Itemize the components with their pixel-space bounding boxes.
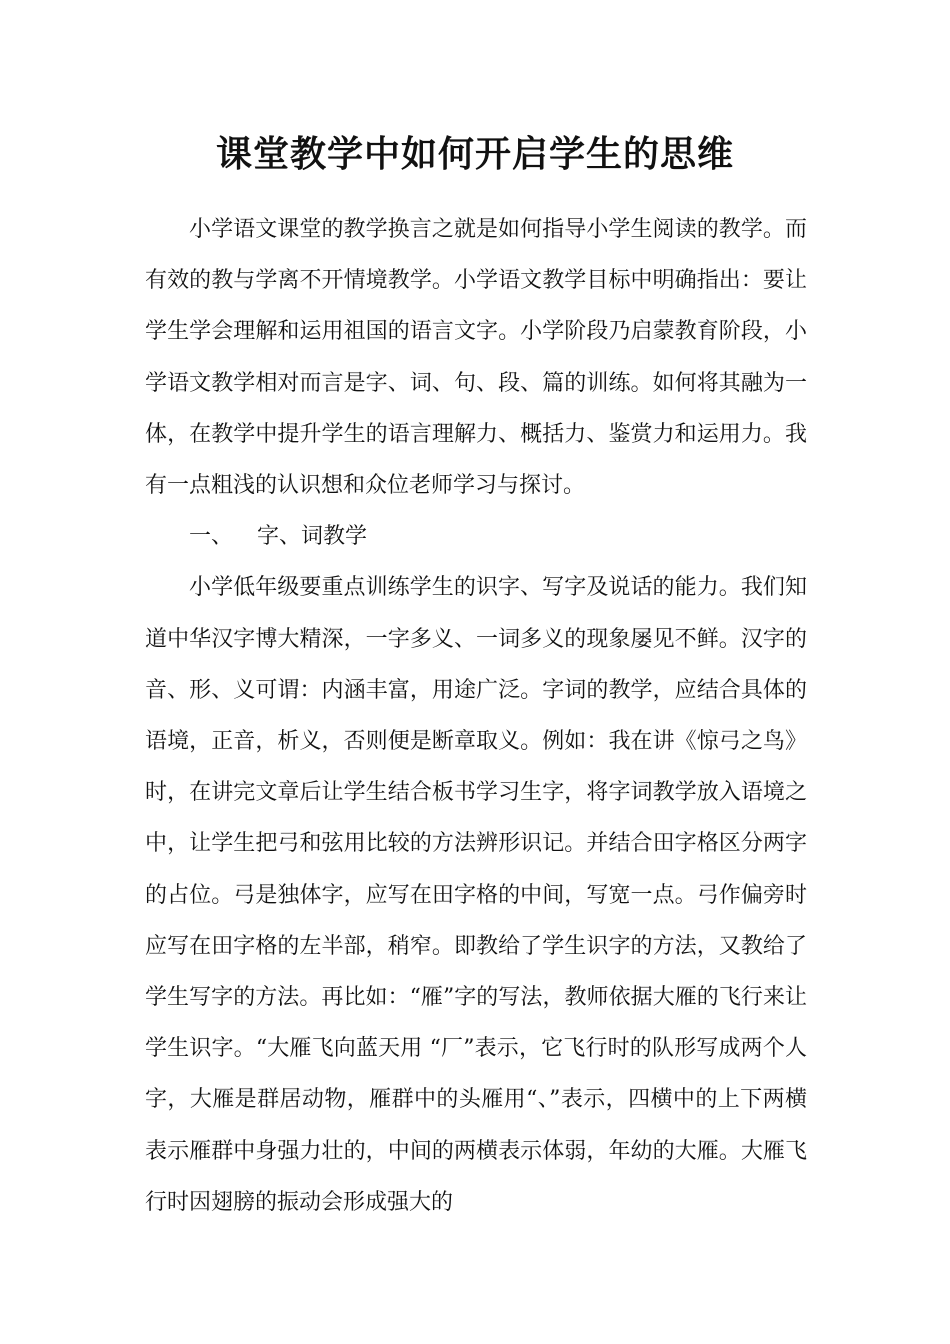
- document-title: 课堂教学中如何开启学生的思维: [215, 133, 734, 175]
- paragraph-word-teaching: 小学低年级要重点训练学生的识字、写字及说话的能力。我们知道中华汉字博大精深，一字多义、一词多义的现象屡见不鲜。汉字的音、形、义可谓：内涵丰富，用途广泛。字词的教学，应结合具体的语境，正音，析义，否则便是断章取义。例如：我在讲《惊弓之鸟》时，在讲完文章后让学生结合板书学习生字，将字词教学放入语境之中，让学生把弓和弦用比较的方法辨形识记。并结合田字格区分两字的占位。弓是独体字，应写在田字格的中间，写宽一点。弓作偏旁时应写在田字格的左半部，稍窄。即教给了学生识字的方法，又教给了学生写字的方法。再比如：“雁”字的写法，教师依据大雁的飞行来让学生识字。“大雁飞向蓝天用 “厂”表示，它飞行时的队形写成两个人字，大雁是群居动物，雁群中的头雁用“、”表示，四横中的上下两横表示雁群中身强力壮的，中间的两横表示体弱，年幼的大雁。大雁飞行时因翅膀的振动会形成强大的: [145, 575, 807, 1215]
- section-number: 一、: [189, 524, 234, 550]
- section-heading-1: [145, 511, 807, 562]
- paragraph-intro: 小学语文课堂的教学换言之就是如何指导小学生阅读的教学。而有效的教与学离不开情境教学。小学语文教学目标中明确指出：要让学生学会理解和运用祖国的语言文字。小学阶段乃启蒙教育阶段，小学语文教学相对而言是字、词、句、段、篇的训练。如何将其融为一体，在教学中提升学生的语言理解力、概括力、鉴赏力和运用力。我有一点粗浅的认识想和众位老师学习与探讨。: [145, 217, 807, 499]
- document-body: [145, 204, 807, 1228]
- section-heading-text: 字、词教学: [257, 524, 368, 550]
